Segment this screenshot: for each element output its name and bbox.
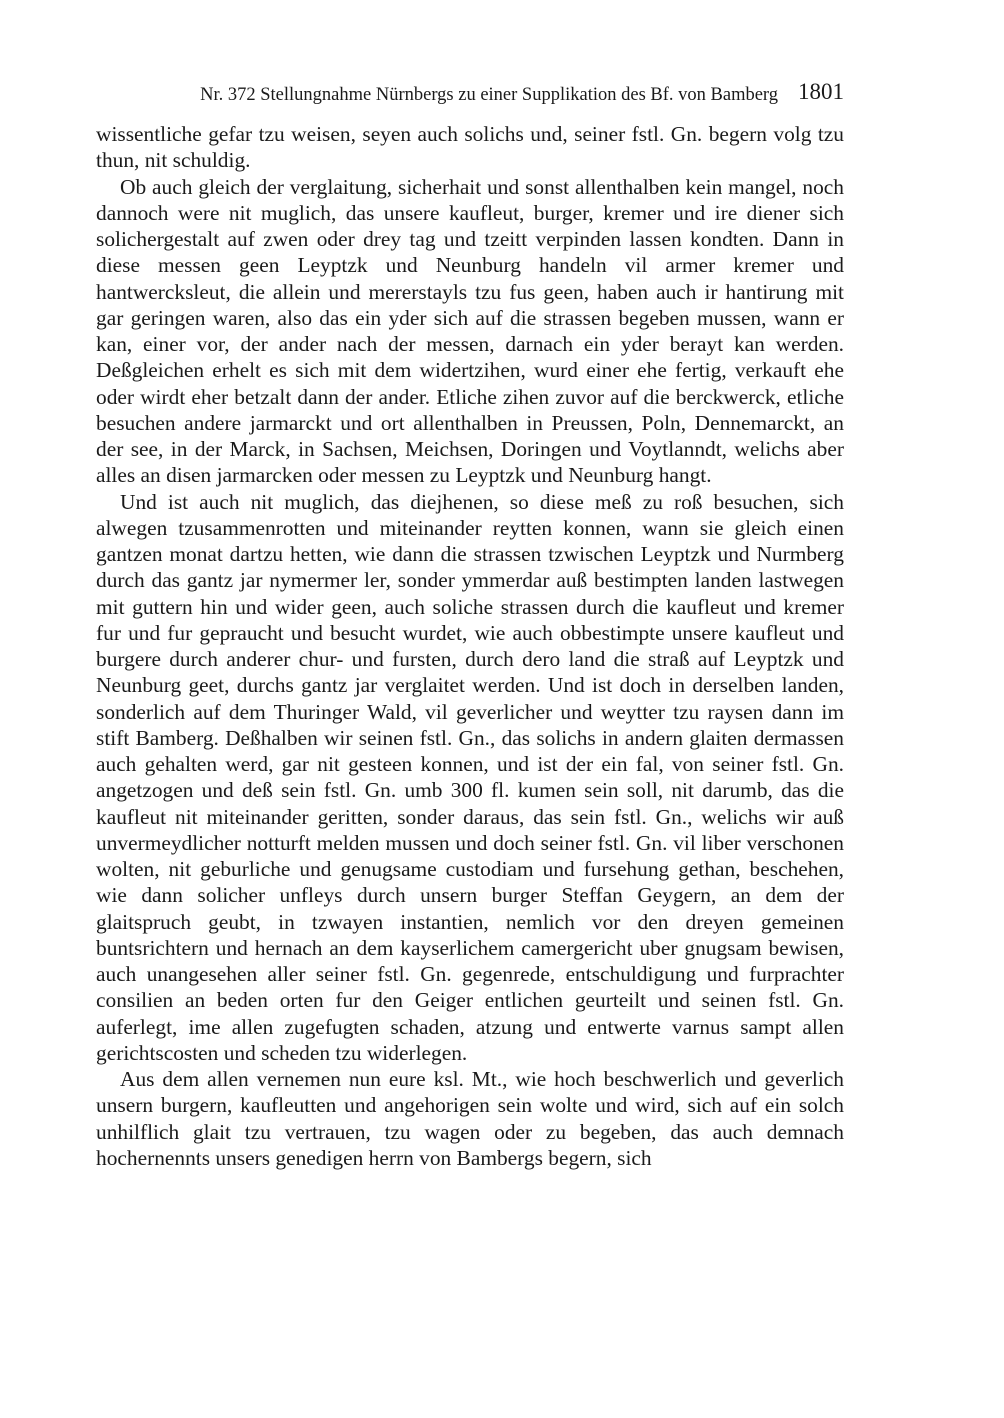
paragraph: Und ist auch nit muglich, das diejhenen, so diese meß zu roß besuchen, sich alwegen tzusammenrotten und miteinander reytten konnen, wann sie gleich einen gantzen monat dartzu hetten, wie dann die strassen tzwischen Leyptzk und Nurmberg durch das gantz jar nymermer ler, sonder ymmerdar auß bestimpten landen lastwegen mit guttern hin und wider geen, auch soliche strassen durch die kaufleut und kremer fur und fur gepraucht und besucht wurdet, wie auch obbestimpte unsere kaufleut und burgere durch anderer chur- und fursten, durch dero land die straß auf Leyptzk und Neunburg geet, durchs gantz jar verglaitet werden. Und ist doch in derselben landen, sonderlich auf dem Thuringer Wald, vil geverlicher und weytter tzu raysen dann im stift Bamberg. Deßhalben wir seinen fstl. Gn., das solichs in andern glaiten dermassen auch gehalten werd, gar nit gesteen konnen, und ist der ein fal, von seiner fstl. Gn. angetzogen und deß sein fstl. Gn. umb 300 fl. kumen sein soll, nit darumb, das die kaufleut nit miteinander geritten, sonder daraus, das sein fstl. Gn., welichs wir auß unvermeydlicher notturft melden mussen und doch seiner fstl. Gn. vil liber verschonen wolten, nit geburliche und genugsame custodiam und fursehung gethan, beschehen, wie dann solicher unfleys durch unsern burger Steffan Geygern, an dem der glaitspruch geubt, in tzwayen instantien, nemlich vor den dreyen gemeinen buntsrichtern und hernach an dem kayserlichem camergericht uber gnugsam bewisen, auch unangesehen aller seiner fstl. Gn. gegenrede, entschuldigung und furprachter consilien an beden orten fur den Geiger entlichen geurteilt und seinen fstl. Gn. auferlegt, ime allen zugefugten schaden, atzung und entwerte varnus sampt allen gerichtscosten und scheden tzu widerlegen. xyxy=(96,489,844,1065)
page-header xyxy=(96,78,844,110)
paragraph-continued: wissentliche gefar tzu weisen, seyen auch solichs und, seiner fstl. Gn. begern volg tzu thun, nit schuldig. xyxy=(96,122,844,173)
running-title: Nr. 372 Stellungnahme Nürnbergs zu einer Supplikation des Bf. von Bamberg xyxy=(200,85,778,105)
paragraph: Ob auch gleich der verglaitung, sicherhait und sonst allenthalben kein mangel, noch dannoch were nit muglich, das unsere kaufleut, burger, kremer und ire diener sich solichergestalt auf zwen oder drey tag und tzeitt verpinden lassen kondten. Dann in diese messen geen Leyptzk und Neunburg handeln vil armer kremer und hantwercksleut, die allein und mererstayls tzu fus geen, haben auch ir hantirung mit gar geringen waren, also das ein yder sich auf die strassen begeben mussen, wann er kan, einer vor, der ander nach der messen, darnach ein yder berayt kan werden. Deßgleichen erhelt es sich mit dem widertzihen, wurd einer ehe fertig, verkauft ehe oder wirdt eher betzalt dann der ander. Etliche zihen zuvor auf die berckwerck, etliche besuchen andere jarmarckt und ort allenthalben in Preussen, Poln, Dennemarckt, an der see, in der Marck, in Sachsen, Meichsen, Doringen und Voytlanndt, welichs aber alles an disen jarmarcken oder messen zu Leyptzk und Neunburg hangt. xyxy=(96,174,844,488)
page-number: 1801 xyxy=(798,79,844,104)
document-body xyxy=(96,121,844,1171)
paragraph: Aus dem allen vernemen nun eure ksl. Mt., wie hoch beschwerlich und geverlich unsern burgern, kaufleutten und angehorigen sein wolte und wird, sich auf ein solch unhilflich glait tzu vertrauen, tzu wagen oder zu begeben, das auch demnach hochernennts unsers genedigen herrn von Bambergs begern, sich xyxy=(96,1067,844,1170)
